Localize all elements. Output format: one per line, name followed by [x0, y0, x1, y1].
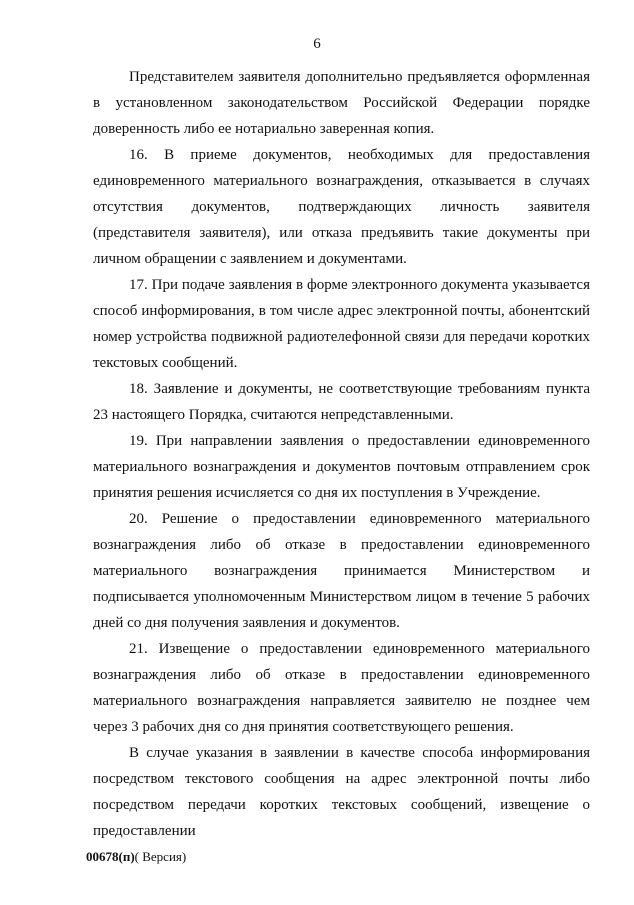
paragraph-18: 18. Заявление и документы, не соответствующие требованиям пункта 23 настоящего Порядка, считаются непредставленными. — [93, 381, 590, 423]
paragraph-notification: В случае указания в заявлении в качестве способа информирования посредством текстового сообщения на адрес электронной почты либо посредством передачи коротких текстовых сообщений, извещение о предоставлении — [93, 745, 590, 839]
document-code: 00678(п) — [86, 849, 135, 864]
paragraph-20: 20. Решение о предоставлении единовременного материального вознаграждения либо об отказе в предоставлении единовременного материального вознаграждения принимается Министерством и подписывается уполномоченным Министерством лицом в течение 5 рабочих дней со дня получения заявления и документов. — [93, 511, 590, 631]
paragraph-representative: Представителем заявителя дополнительно предъявляется оформленная в установленном законодательством Российской Федерации порядке доверенность либо ее нотариально заверенная копия. — [93, 69, 590, 137]
document-body — [93, 64, 590, 844]
document-footer — [86, 849, 186, 865]
paragraph-17: 17. При подаче заявления в форме электронного документа указывается способ информирования, в том числе адрес электронной почты, абонентский номер устройства подвижной радиотелефонной связи для передачи коротких текстовых сообщений. — [93, 277, 590, 371]
paragraph-21: 21. Извещение о предоставлении единовременного материального вознаграждения либо об отказе в предоставлении единовременного материального вознаграждения направляется заявителю не позднее чем через 3 рабочих дня со дня принятия соответствующего решения. — [93, 641, 590, 735]
document-version: ( Версия) — [134, 849, 187, 864]
paragraph-16: 16. В приеме документов, необходимых для предоставления единовременного материального вознаграждения, отказывается в случаях отсутствия документов, подтверждающих личность заявителя (представителя заявителя), или отказа предъявить такие документы при личном обращении с заявлением и документами. — [93, 147, 590, 267]
paragraph-19: 19. При направлении заявления о предоставлении единовременного материального вознаграждения и документов почтовым отправлением срок принятия решения исчисляется со дня их поступления в Учреждение. — [93, 433, 590, 501]
page-number: 6 — [313, 36, 321, 52]
